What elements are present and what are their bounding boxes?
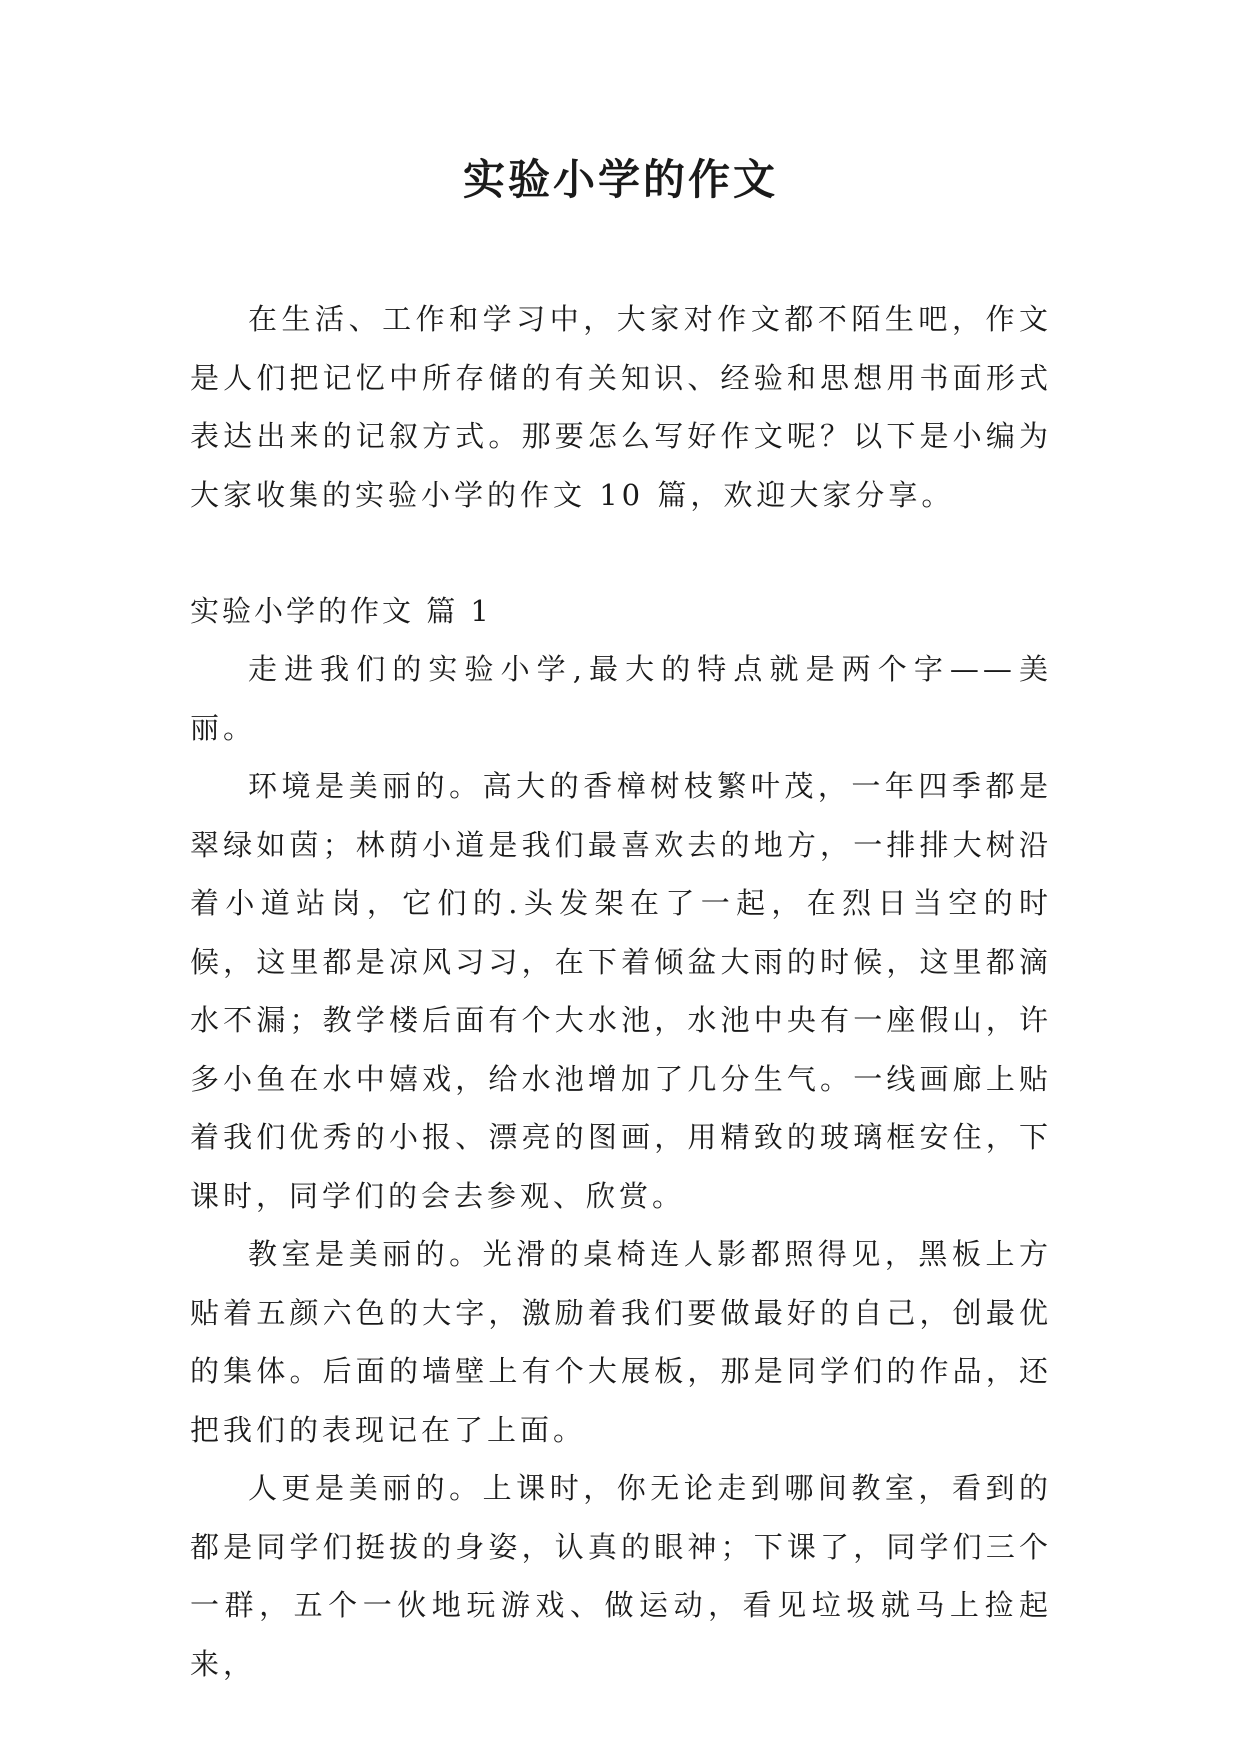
body-paragraph: 环境是美丽的。高大的香樟树枝繁叶茂，一年四季都是翠绿如茵；林荫小道是我们最喜欢去的地方，一排排大树沿着小道站岗，它们的.头发架在了一起，在烈日当空的时候，这里都是凉风习习，在下着倾盆大雨的时候，这里都滴水不漏；教学楼后面有个大水池，水池中央有一座假山，许多小鱼在水中嬉戏，给水池增加了几分生气。一线画廊上贴着我们优秀的小报、漂亮的图画，用精致的玻璃框安住，下课时，同学们的会去参观、欣赏。 [190,769,1052,1213]
document-title: 实验小学的作文 [462,155,778,204]
body-paragraph: 教室是美丽的。光滑的桌椅连人影都照得见，黑板上方贴着五颜六色的大字，激励着我们要做最好的自己，创最优的集体。后面的墙壁上有个大展板，那是同学们的作品，还把我们的表现记在了上面。 [190,1237,1052,1447]
body-paragraph: 人更是美丽的。上课时，你无论走到哪间教室，看到的都是同学们挺拔的身姿，认真的眼神；下课了，同学们三个一群，五个一伙地玩游戏、做运动，看见垃圾就马上捡起来， [190,1471,1052,1681]
body-paragraph: 走进我们的实验小学,最大的特点就是两个字——美丽。 [190,652,1052,745]
intro-paragraph: 在生活、工作和学习中，大家对作文都不陌生吧，作文是人们把记忆中所存储的有关知识、经验和思想用书面形式表达出来的记叙方式。那要怎么写好作文呢？以下是小编为大家收集的实验小学的作文 10 篇，欢迎大家分享。 [190,302,1052,512]
document-body [190,290,1052,1693]
section-heading: 实验小学的作文 篇 1 [190,594,492,628]
